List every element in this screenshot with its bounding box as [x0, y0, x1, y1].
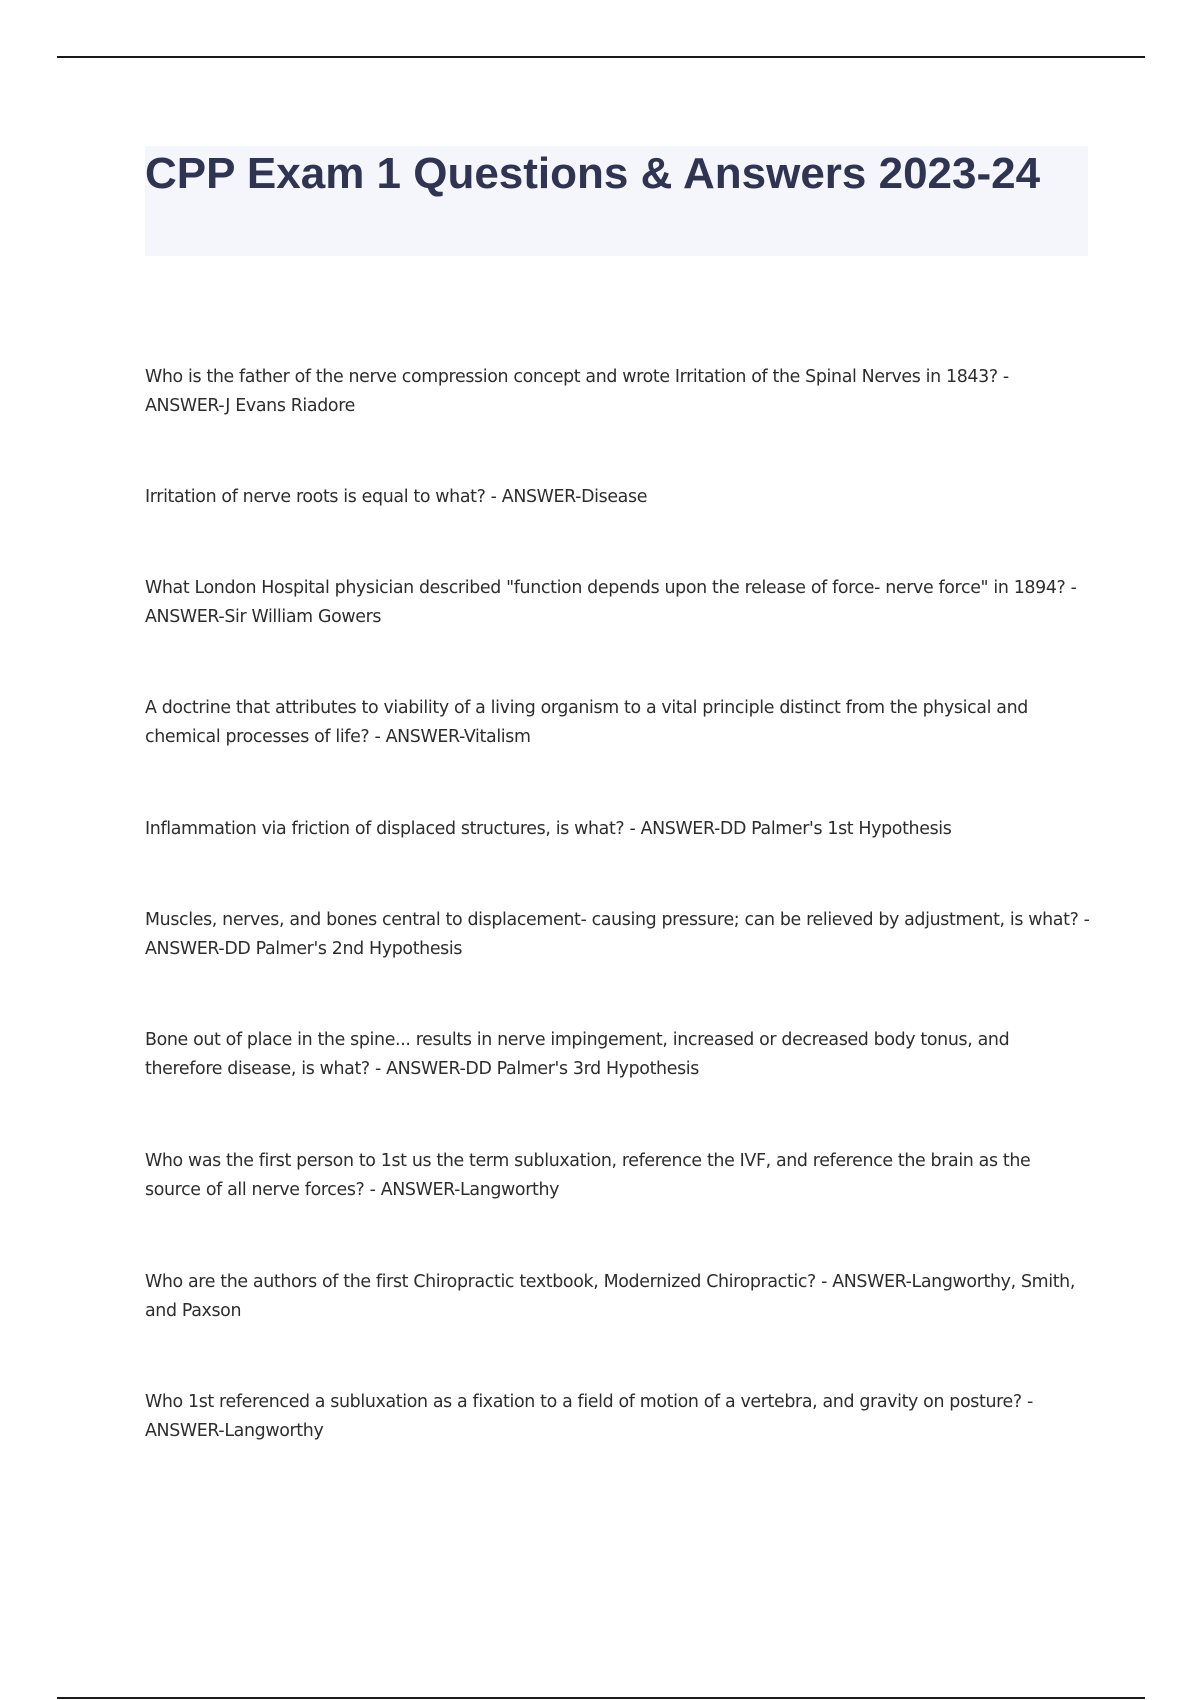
qa-item: Who are the authors of the first Chiropractic textbook, Modernized Chiropractic? - ANSWER-Langworthy, Smith, and Paxson: [145, 1272, 1076, 1322]
qa-item: Who was the first person to 1st us the term subluxation, reference the IVF, and reference the brain as the source of all nerve forces? - ANSWER-Langworthy: [145, 1151, 1031, 1201]
qa-item: A doctrine that attributes to viability of a living organism to a vital principle distinct from the physical and chemical processes of life? - ANSWER-Vitalism: [145, 698, 1028, 748]
qa-item: What London Hospital physician described "function depends upon the release of force- nerve force" in 1894? - ANSWER-Sir William Gowers: [145, 578, 1077, 628]
footer-rule: [57, 1697, 1145, 1699]
qa-item: Inflammation via friction of displaced structures, is what? - ANSWER-DD Palmer's 1st Hypothesis: [145, 819, 952, 840]
page-title: CPP Exam 1 Questions & Answers 2023-24: [145, 149, 1041, 198]
title-block: [145, 146, 1088, 256]
header-rule: [57, 56, 1145, 58]
qa-item: Bone out of place in the spine... results in nerve impingement, increased or decreased body tonus, and therefore disease, is what? - ANSWER-DD Palmer's 3rd Hypothesis: [145, 1030, 1010, 1080]
qa-item: Irritation of nerve roots is equal to what? - ANSWER-Disease: [145, 487, 648, 508]
qa-item: Muscles, nerves, and bones central to displacement- causing pressure; can be relieved by adjustment, is what? - ANSWER-DD Palmer's 2nd Hypothesis: [145, 910, 1090, 960]
qa-item: Who is the father of the nerve compression concept and wrote Irritation of the Spinal Nerves in 1843? - ANSWER-J Evans Riadore: [145, 367, 1009, 417]
qa-item: Who 1st referenced a subluxation as a fixation to a field of motion of a vertebra, and gravity on posture? - ANSWER-Langworthy: [145, 1392, 1033, 1442]
